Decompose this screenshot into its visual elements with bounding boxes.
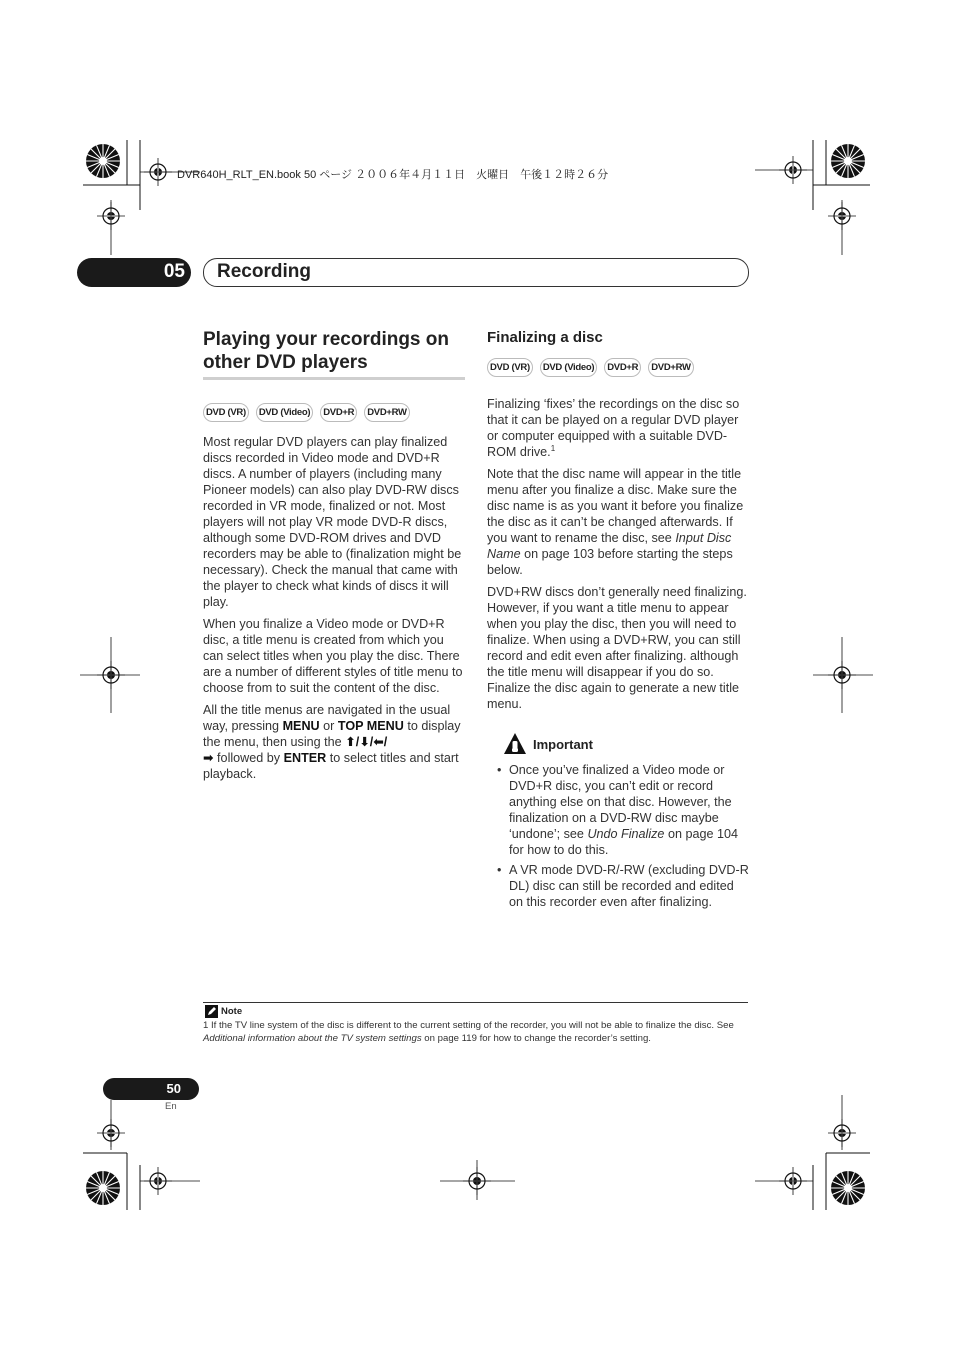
warning-hand-icon xyxy=(503,732,527,756)
badge-dvd-plus-rw: DVD+RW xyxy=(364,403,409,422)
book-file-header: DVR640H_RLT_EN.book 50 ページ ２００６年４月１１日 火曜日 午後１２時２６分 xyxy=(177,169,609,181)
enter-key: ENTER xyxy=(283,751,327,765)
arrow-right-icon: ➡ xyxy=(203,751,214,765)
badge-dvd-video: DVD (Video) xyxy=(256,403,313,422)
subsection-title: Finalizing a disc xyxy=(487,329,603,346)
registration-wheel-icon xyxy=(831,144,865,178)
registration-wheel-icon xyxy=(831,1171,865,1205)
page-number: 50 xyxy=(166,1081,181,1096)
list-item: • A VR mode DVD-R/-RW (excluding DVD-R DL) disc can still be recorded and edited on this recorder even after finalizing. xyxy=(509,862,749,910)
paragraph: All the title menus are navigated in the usual way, pressing MENU or TOP MENU to display the menu, then using the ⬆/⬇/⬅/ ➡ followed by ENTER to select titles and start playback. xyxy=(203,703,461,781)
chapter-number: 05 xyxy=(163,261,185,282)
chapter-tab xyxy=(77,258,191,287)
chapter-bar xyxy=(203,258,749,287)
disc-type-badges xyxy=(203,401,465,423)
paragraph: Finalizing ‘fixes’ the recordings on the disc so that it can be played on a regular DVD player or computer equipped with a suitable DVD-ROM drive.$^1$ xyxy=(487,397,740,459)
right-column xyxy=(487,328,749,914)
important-list xyxy=(487,762,749,910)
important-label: Important xyxy=(533,736,593,752)
disc-type-badges xyxy=(487,356,749,378)
paragraph: When you finalize a Video mode or DVD+R disc, a title menu is created from which you can select titles when you play the disc. There are a number of different styles of title menu to choose from to suit the content of the disc. xyxy=(203,617,463,695)
page-language: En xyxy=(165,1101,177,1112)
badge-dvd-video: DVD (Video) xyxy=(540,358,597,377)
top-menu-key: TOP MENU xyxy=(337,719,404,733)
badge-dvd-plus-r: DVD+R xyxy=(604,358,641,377)
paragraph: Note that the disc name will appear in the title menu after you finalize a disc. Make sure the disc name is as you want it before you finalize the disc as it can’t be changed afterwards. If you want to rename the disc, see Input Disc Name on page 103 before starting the steps below. xyxy=(487,467,744,577)
paragraph: DVD+RW discs don’t generally need finalizing. However, if you want a title menu to appear when you play the disc, then you will need to finalize. When using a DVD+RW, you can still record and edit even after finalizing. although the title menu will disappear if you do so. Finalize the disc again to generate a new title menu. xyxy=(487,585,747,711)
note-heading xyxy=(205,1005,242,1018)
badge-dvd-vr: DVD (VR) xyxy=(203,403,249,422)
footnote-ref: 1 xyxy=(550,443,556,453)
menu-key: MENU xyxy=(282,719,320,733)
note-label: Note xyxy=(221,1006,243,1017)
important-heading xyxy=(503,732,749,756)
badge-dvd-vr: DVD (VR) xyxy=(487,358,533,377)
arrow-keys: ⬆/⬇/⬅/ xyxy=(345,735,388,749)
section-title: Playing your recordings on other DVD players xyxy=(203,328,465,380)
paragraph: Most regular DVD players can play finalized discs recorded in Video mode and DVD+R discs. A number of players (including many Pioneer models) can also play DVD-RW discs recorded in VR mode, finalized or not. Most players will not play VR mode DVD-R discs, although some DVD-ROM drives and DVD recorders may be able to (finalization might be necessary). Check the manual that came with the player to check what kinds of discs it will play. xyxy=(203,435,462,609)
left-column xyxy=(203,328,465,788)
pencil-icon xyxy=(205,1005,218,1018)
chapter-title: Recording xyxy=(217,261,311,282)
list-item: • Once you’ve finalized a Video mode or DVD+R disc, you can’t edit or record anything else on that disc. However, the finalization on a DVD-RW disc maybe ‘undone’; see Undo Finalize on page 104 for how to do this. xyxy=(509,762,749,858)
footnote-text: 1 If the TV line system of the disc is different to the current setting of the recorder, you will not be able to finalize the disc. See Additional information about the TV system settings on page 119 for how to change the recorder’s setting. xyxy=(203,1020,734,1044)
note-divider xyxy=(203,1002,748,1003)
registration-wheel-icon xyxy=(86,144,120,178)
badge-dvd-plus-r: DVD+R xyxy=(320,403,357,422)
registration-wheel-icon xyxy=(86,1171,120,1205)
badge-dvd-plus-rw: DVD+RW xyxy=(648,358,693,377)
page-number-tab xyxy=(103,1078,199,1100)
